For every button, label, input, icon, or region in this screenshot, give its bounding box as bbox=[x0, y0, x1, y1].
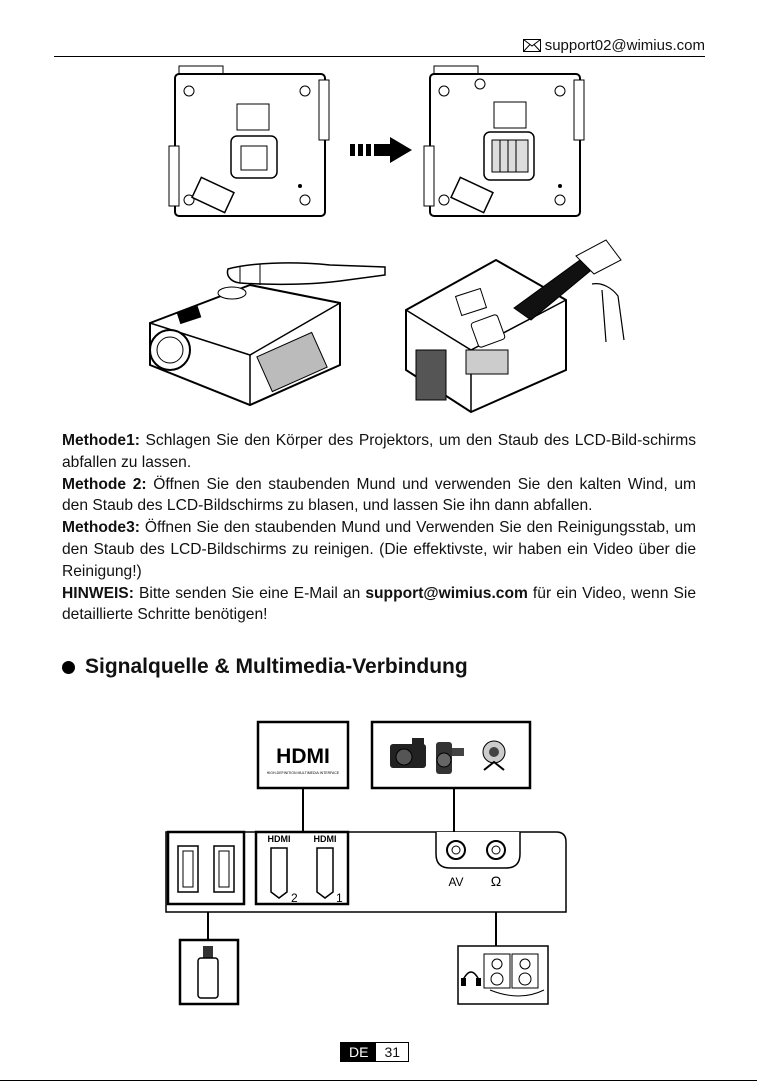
method-text: Öffnen Sie den staubenden Mund und Verwenden Sie den Reinigungsstab, um den Staub des LCD-Bildschirms zu reinigen. (Die effektivste, wir haben ein Video über die Reinigung!) bbox=[62, 519, 696, 580]
header-email bbox=[523, 37, 705, 54]
instruction-method-3 bbox=[62, 517, 696, 582]
method-label: Methode 2: bbox=[62, 475, 147, 493]
method-label: Methode3: bbox=[62, 519, 140, 537]
header-email-text: support02@wimius.com bbox=[544, 37, 705, 54]
page-language: DE bbox=[341, 1043, 376, 1061]
projector-blow-illustration bbox=[396, 230, 636, 415]
hdmi-port-2 bbox=[271, 848, 287, 898]
hint-text-after: für ein Video, wenn Sie detaillierte Schritte benötigen! bbox=[62, 584, 696, 624]
section-heading-text: Signalquelle & Multimedia-Verbindung bbox=[85, 655, 468, 678]
section-heading bbox=[62, 655, 468, 679]
method-label: Methode1: bbox=[62, 432, 140, 449]
bullet-icon bbox=[62, 661, 75, 674]
projector-bottom-open-illustration bbox=[420, 66, 590, 221]
hdmi-port-label: HDMI bbox=[313, 834, 337, 844]
av-label: AV bbox=[448, 875, 464, 889]
hdmi-port-number: 1 bbox=[336, 891, 343, 905]
headphone-jack bbox=[487, 841, 505, 859]
connection-diagram bbox=[160, 718, 572, 1010]
instruction-method-2 bbox=[62, 474, 696, 518]
method-text: Schlagen Sie den Körper des Projektors, um den Staub des LCD-Bild-schirms abfallen zu lassen. bbox=[62, 432, 696, 471]
hint-label: HINWEIS: bbox=[62, 584, 134, 602]
bottom-rule bbox=[0, 1080, 757, 1081]
envelope-icon bbox=[523, 39, 541, 52]
hdmi-port-label: HDMI bbox=[267, 834, 291, 844]
hdmi-port-1 bbox=[317, 848, 333, 898]
instruction-method-1 bbox=[62, 430, 696, 474]
av-jack bbox=[447, 841, 465, 859]
headphone-icon: Ω bbox=[490, 873, 502, 889]
instruction-hint bbox=[62, 583, 696, 627]
usb-port-left bbox=[178, 846, 198, 892]
instructions-block bbox=[62, 430, 696, 626]
arrow-right-icon bbox=[350, 137, 412, 163]
hdmi-logo: HDMI bbox=[276, 745, 330, 768]
hint-email[interactable]: support@wimius.com bbox=[365, 584, 528, 602]
hint-text-before: Bitte senden Sie eine E-Mail an bbox=[133, 584, 366, 602]
header-rule bbox=[54, 56, 705, 57]
page-footer bbox=[340, 1042, 409, 1062]
page-number: 31 bbox=[384, 1044, 401, 1060]
hdmi-port-number: 2 bbox=[291, 891, 298, 905]
hdmi-tagline: HIGH-DEFINITION MULTIMEDIA INTERFACE bbox=[266, 771, 340, 775]
method-text: Öffnen Sie den staubenden Mund und verwenden Sie den kalten Wind, um den Staub des LCD-Bildschirms zu blasen, und lassen Sie ihn dann abfallen. bbox=[62, 475, 696, 515]
projector-bottom-closed-illustration bbox=[165, 66, 335, 221]
usb-port-right bbox=[214, 846, 234, 892]
projector-tap-illustration bbox=[140, 255, 390, 415]
